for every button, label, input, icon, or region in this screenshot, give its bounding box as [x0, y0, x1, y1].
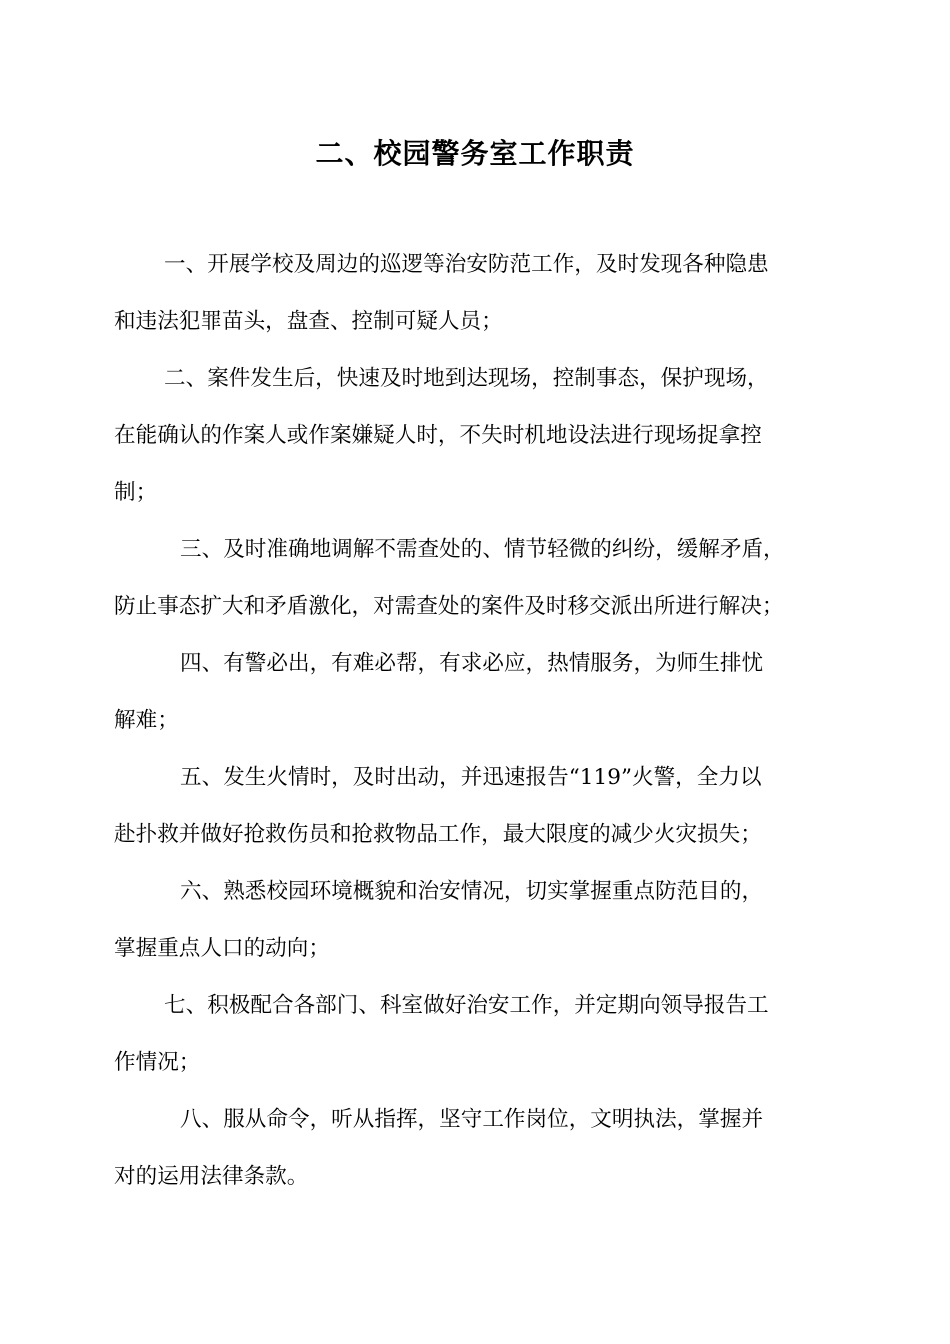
paragraph-1-line-2: 和违法犯罪苗头，盘查、控制可疑人员； — [114, 309, 503, 334]
paragraph-6-line-1: 六、熟悉校园环境概貌和治安情况，切实掌握重点防范目的， — [180, 879, 764, 904]
paragraph-7-line-1: 七、积极配合各部门、科室做好治安工作，并定期向领导报告工 — [164, 993, 769, 1018]
document-title: 二、校园警务室工作职责 — [315, 137, 635, 170]
paragraph-8-line-1: 八、服从命令，听从指挥，坚守工作岗位，文明执法，掌握并 — [180, 1107, 764, 1132]
paragraph-2-line-2: 在能确认的作案人或作案嫌疑人时，不失时机地设法进行现场捉拿控 — [114, 423, 762, 448]
paragraph-2-line-1: 二、案件发生后，快速及时地到达现场，控制事态，保护现场， — [164, 366, 769, 391]
paragraph-6-line-2: 掌握重点人口的动向； — [114, 936, 330, 961]
paragraph-3-line-2: 防止事态扩大和矛盾激化，对需查处的案件及时移交派出所进行解决； — [114, 594, 784, 619]
paragraph-2-line-3: 制； — [114, 480, 158, 505]
paragraph-7-line-2: 作情况； — [114, 1050, 201, 1075]
paragraph-5-line-2: 赴扑救并做好抢救伤员和抢救物品工作，最大限度的减少火灾损失； — [114, 822, 762, 847]
paragraph-4-line-1: 四、有警必出，有难必帮，有求必应，热情服务，为师生排忧 — [180, 651, 764, 676]
paragraph-4-line-2: 解难； — [114, 708, 179, 733]
paragraph-1-line-1: 一、开展学校及周边的巡逻等治安防范工作，及时发现各种隐患 — [164, 252, 769, 277]
paragraph-3-line-1: 三、及时准确地调解不需查处的、情节轻微的纠纷，缓解矛盾， — [180, 537, 785, 562]
paragraph-8-line-2: 对的运用法律条款。 — [114, 1164, 309, 1189]
paragraph-5-line-1: 五、发生火情时，及时出动，并迅速报告“119”火警，全力以 — [180, 765, 762, 790]
